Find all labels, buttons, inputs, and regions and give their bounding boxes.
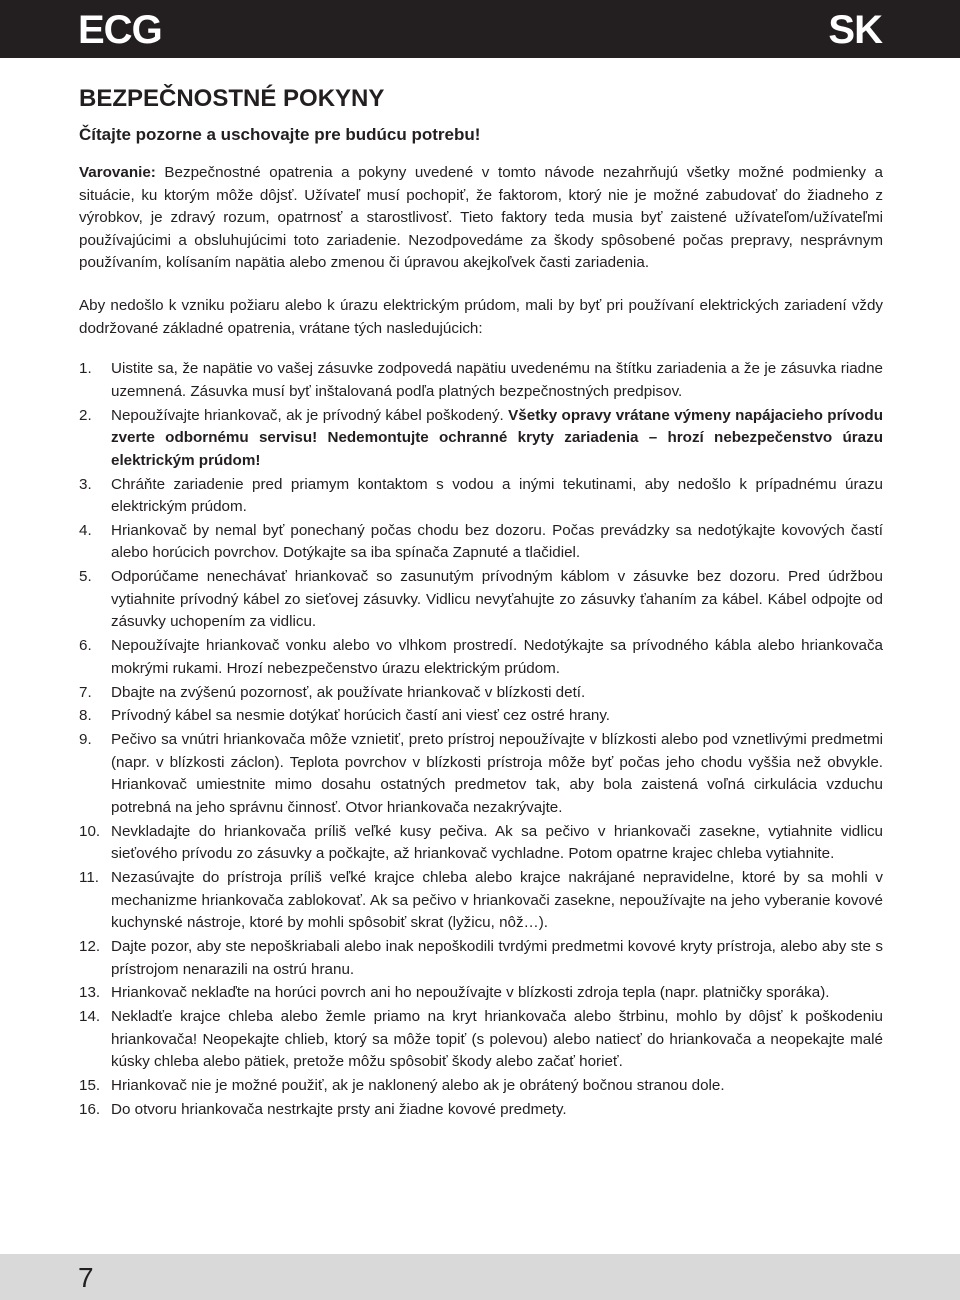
list-item xyxy=(79,867,883,935)
page-subtitle: Čítajte pozorne a uschovajte pre budúcu potrebu! xyxy=(79,125,481,144)
item-text: Pečivo sa vnútri hriankovača môže vznietiť, preto prístroj nepoužívajte v blízkosti alebo pod vznetlivými predmetmi (napr. v blízkosti záclon). Teplota povrchov v blízkosti prístroja môže byť počas jeho chodu vyššia než obvykle. Hriankovač umiestnite mimo dosahu ostatných predmetov tak, aby bola zaistená voľná cirkulácia vzduchu potrebná na jeho správnu činnosť. Otvor hriankovača nezakrývajte. xyxy=(111,731,883,816)
list-item xyxy=(79,821,883,866)
language-code: SK xyxy=(828,8,882,52)
item-number: 5. xyxy=(79,568,92,586)
header-bar xyxy=(0,0,960,58)
list-item xyxy=(79,520,883,565)
list-item xyxy=(79,1099,883,1122)
warning-label: Varovanie: xyxy=(79,164,156,181)
warning-paragraph xyxy=(79,162,883,275)
list-item xyxy=(79,936,883,981)
item-text: Nevkladajte do hriankovača príliš veľké kusy pečiva. Ak sa pečivo v hriankovači zasekne, vytiahnite vidlicu sieťového prívodu zo zásuvky a počkajte, až hriankovač vychladne. Potom opatrne krajec chleba vytiahnite. xyxy=(111,822,883,863)
list-item xyxy=(79,474,883,519)
item-number: 8. xyxy=(79,707,92,725)
item-text: Dbajte na zvýšenú pozornosť, ak používate hriankovač v blízkosti detí. xyxy=(111,683,586,701)
page-number: 7 xyxy=(78,1262,94,1293)
page-title: BEZPEČNOSTNÉ POKYNY xyxy=(79,85,385,112)
item-number: 1. xyxy=(79,360,92,378)
item-text: Uistite sa, že napätie vo vašej zásuvke zodpovedá napätiu uvedenému na štítku zariadenia a že je zásuvka riadne uzemnená. Zásuvka musí byť inštalovaná podľa platných bezpečnostných predpisov. xyxy=(111,360,883,400)
item-number: 2. xyxy=(79,406,92,424)
document-body xyxy=(79,84,883,1123)
item-bold-text: Všetky opravy vrátane výmeny napájacieho prívodu zverte odbornému servisu! Nedemontujte ochranné kryty zariadenia – hrozí nebezpečenstvo úrazu elektrickým prúdom! xyxy=(111,406,883,469)
item-number: 6. xyxy=(79,637,92,655)
item-text: Nepoužívajte hriankovač vonku alebo vo vlhkom prostredí. Nedotýkajte sa prívodného kábla alebo hriankovača mokrými rukami. Hrozí nebezpečenstvo úrazu elektrickým prúdom. xyxy=(111,637,883,677)
item-number: 13. xyxy=(79,984,101,1002)
item-text: Odporúčame nenechávať hriankovač so zasunutým prívodným káblom v zásuvke bez dozoru. Pred údržbou vytiahnite prívodný kábel zo sieťovej zásuvky. Vidlicu nevyťahujte zo zásuvky ťahaním za kábel. Kábel odpojte od zásuvky uchopením za vidlicu. xyxy=(111,568,883,631)
item-number: 15. xyxy=(79,1077,101,1095)
item-number: 12. xyxy=(79,938,101,956)
item-number: 7. xyxy=(79,683,92,701)
brand-logo: ECG xyxy=(78,8,162,52)
intro-paragraph: Aby nedošlo k vzniku požiaru alebo k úrazu elektrickým prúdom, mali by byť pri používaní elektrických zariadení vždy dodržované základné opatrenia, vrátane tých nasledujúcich: xyxy=(79,296,883,337)
item-text: Dajte pozor, aby ste nepoškriabali alebo inak nepoškodili tvrdými predmetmi kovové kryty prístroja, alebo aby ste s prístrojom nenarazili na ostrú hranu. xyxy=(111,938,883,978)
item-text: Nekladťe krajce chleba alebo žemle priamo na kryt hriankovača alebo štrbinu, mohlo by dôjsť k poškodeniu hriankovača! Neopekajte chlieb, ktorý sa môže topiť (s polevou) alebo natiecť do hriankovača a neopekajte malé kúsky chleba alebo pätiek, pretože môžu spôsobiť škody alebo začať horieť. xyxy=(111,1008,883,1071)
item-text: Hriankovač neklaďte na horúci povrch ani ho nepoužívajte v blízkosti zdroja tepla (napr. platničky sporáka). xyxy=(111,984,830,1002)
list-item xyxy=(79,705,883,728)
list-item xyxy=(79,682,883,705)
item-number: 10. xyxy=(79,822,101,840)
list-item xyxy=(79,405,883,473)
item-number: 9. xyxy=(79,731,92,749)
list-item xyxy=(79,1075,883,1098)
item-text: Hriankovač by nemal byť ponechaný počas chodu bez dozoru. Počas prevádzky sa nedotýkajte kovových častí alebo horúcich povrchov. Dotýkajte sa iba spínača Zapnuté a tlačidiel. xyxy=(111,521,883,562)
list-item xyxy=(79,566,883,634)
item-text: Hriankovač nie je možné použiť, ak je naklonený alebo ak je obrátený bočnou stranou dole. xyxy=(111,1077,725,1095)
item-text: Prívodný kábel sa nesmie dotýkať horúcich častí ani viesť cez ostré hrany. xyxy=(111,707,611,725)
item-text: Do otvoru hriankovača nestrkajte prsty ani žiadne kovové predmety. xyxy=(111,1100,567,1118)
safety-list xyxy=(79,358,883,1121)
list-item xyxy=(79,982,883,1005)
item-number: 14. xyxy=(79,1008,101,1026)
item-text: Nepoužívajte hriankovač, ak je prívodný kábel poškodený. xyxy=(111,406,509,424)
warning-text: Bezpečnostné opatrenia a pokyny uvedené v tomto návode nezahrňujú všetky možné podmienky a situácie, ku ktorým môže dôjsť. Užívateľ musí pochopiť, že faktorom, ktorý nie je možné zabudovať do žiadneho z výrobkov, je zdravý rozum, opatrnosť a starostlivosť. Tieto faktory teda musia byť zaistené užívateľom/užívateľmi používajúcimi a obsluhujúcimi toto zariadenie. Nezodpovedáme za škody spôsobené počas prepravy, nesprávnym používaním, kolísaním napätia alebo zmenou či úpravou akejkoľvek časti zariadenia. xyxy=(79,164,883,272)
footer-bar xyxy=(0,1254,960,1300)
item-number: 3. xyxy=(79,475,92,493)
item-number: 11. xyxy=(79,869,99,887)
item-text: Nezasúvajte do prístroja príliš veľké krajce chleba alebo krajce nakrájané nepravidelne, ktoré by sa mohli v mechanizme hriankovača zablokovať. Ak sa pečivo v hriankovači zasekne, nepoužívajte na jeho vyberanie kovové kuchynské nástroje, ktoré by mohli spôsobiť skrat (lyžicu, nôž…). xyxy=(111,869,883,932)
list-item xyxy=(79,729,883,819)
list-item xyxy=(79,1006,883,1074)
list-item xyxy=(79,635,883,680)
item-number: 16. xyxy=(79,1100,101,1118)
list-item xyxy=(79,358,883,403)
item-number: 4. xyxy=(79,521,92,539)
item-text: Chráňte zariadenie pred priamym kontaktom s vodou a inými tekutinami, aby nedošlo k prípadnému úrazu elektrickým prúdom. xyxy=(111,475,883,516)
